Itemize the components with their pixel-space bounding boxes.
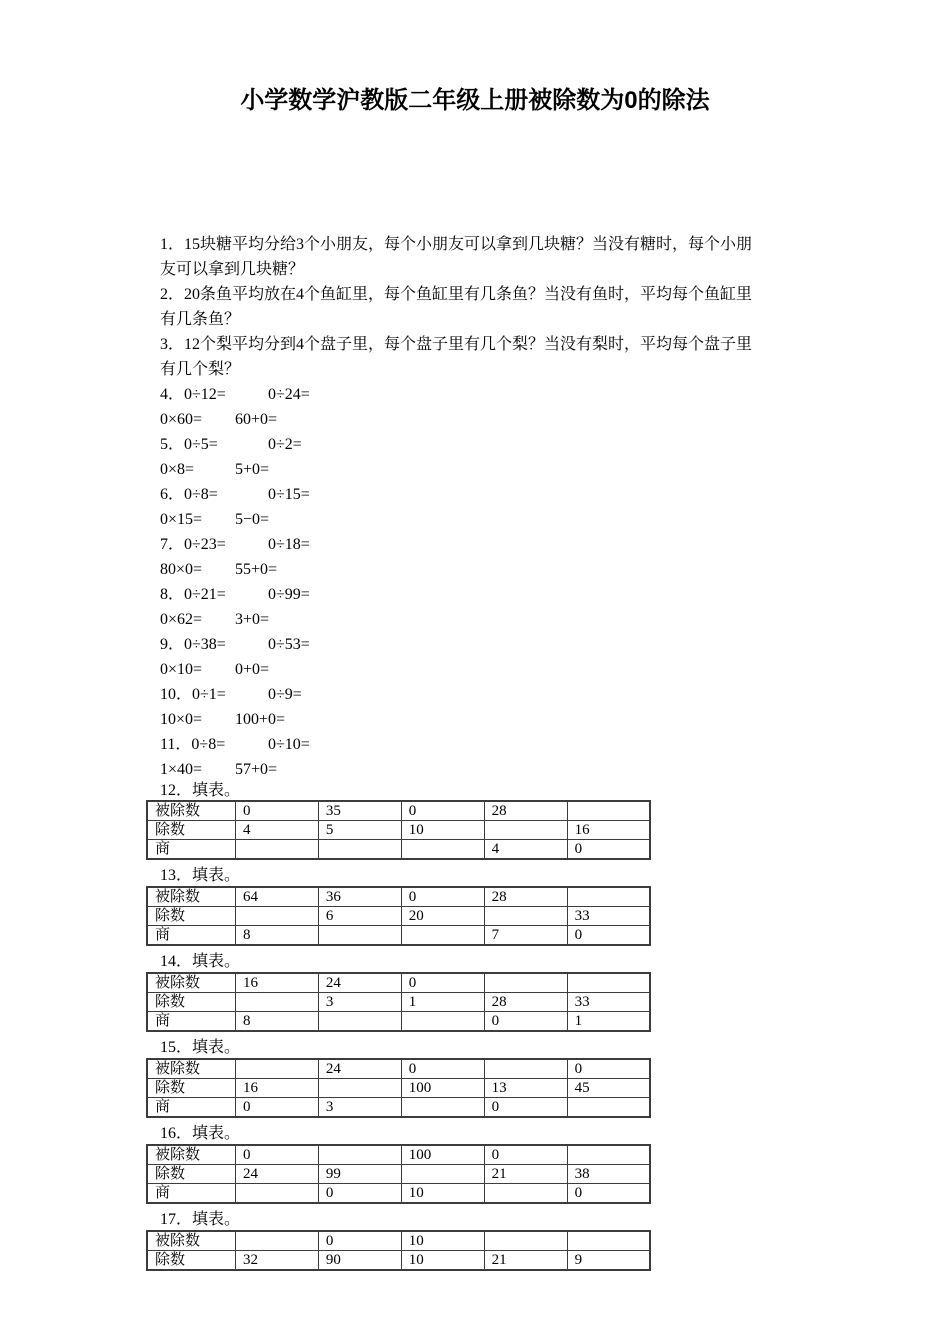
worksheet-line [160,607,850,632]
value-cell: 4 [236,821,319,840]
worksheet-line [160,657,850,682]
value-cell: 10 [401,1251,484,1271]
table-row [147,926,650,946]
line-text: 0×10= [160,661,203,678]
line-text: 10．0÷1= [160,686,226,703]
table-row [147,1251,650,1271]
worksheet-line [160,432,850,457]
value-cell: 28 [484,887,567,907]
value-cell [401,1012,484,1032]
line-text: 0×62= [160,611,203,628]
line-text-2: 5−0= [235,511,270,528]
value-cell [567,887,650,907]
value-cell: 0 [567,926,650,946]
value-cell: 10 [401,1231,484,1251]
value-cell: 16 [236,973,319,993]
value-cell: 0 [567,1184,650,1204]
value-cell [484,907,567,926]
row-label-cell: 商 [147,1098,236,1118]
value-cell: 9 [567,1251,650,1271]
line-text: 5．0÷5= [160,436,218,453]
worksheet-line [160,707,850,732]
table-row [147,840,650,860]
line-text: 0×15= [160,511,203,528]
row-label-cell: 商 [147,1184,236,1204]
row-label-cell: 除数 [147,907,236,926]
value-cell: 0 [401,1059,484,1079]
value-cell: 32 [236,1251,319,1271]
value-cell: 3 [318,1098,401,1118]
table-row [147,1059,650,1079]
line-text-2: 0÷10= [268,736,310,753]
value-cell: 16 [567,821,650,840]
table-row [147,887,650,907]
value-cell [401,926,484,946]
fill-table-caption: 14．填表。 [160,953,241,970]
value-cell: 100 [401,1079,484,1098]
row-label-cell: 被除数 [147,801,236,821]
line-text: 11．0÷8= [160,736,226,753]
value-cell [236,1184,319,1204]
worksheet-line [160,257,850,282]
line-text: 有几个梨？ [160,361,241,378]
worksheet-line [160,482,850,507]
value-cell: 64 [236,887,319,907]
value-cell: 0 [567,840,650,860]
value-cell [318,840,401,860]
table-row [147,993,650,1012]
table-row [147,1165,650,1184]
fill-table [146,972,651,1032]
row-label-cell: 商 [147,1012,236,1032]
value-cell: 0 [567,1059,650,1079]
value-cell: 1 [401,993,484,1012]
table-row [147,1184,650,1204]
value-cell [401,1165,484,1184]
value-cell: 0 [484,1145,567,1165]
value-cell: 33 [567,907,650,926]
value-cell: 0 [236,801,319,821]
fill-table [146,1058,651,1118]
table-row [147,1231,650,1251]
value-cell [318,1079,401,1098]
value-cell: 21 [484,1165,567,1184]
value-cell: 100 [401,1145,484,1165]
value-cell: 28 [484,801,567,821]
value-cell: 38 [567,1165,650,1184]
worksheet-line [160,507,850,532]
line-text-2: 0+0= [235,661,270,678]
fill-table-caption: 12．填表。 [160,782,241,799]
value-cell: 3 [318,993,401,1012]
value-cell: 21 [484,1251,567,1271]
value-cell: 10 [401,1184,484,1204]
value-cell [484,1184,567,1204]
table-row [147,801,650,821]
value-cell [567,801,650,821]
value-cell: 24 [318,973,401,993]
line-text: 0×8= [160,461,195,478]
line-text: 友可以拿到几块糖？ [160,261,305,278]
value-cell: 1 [567,1012,650,1032]
line-text: 3．12个梨平均分到4个盘子里，每个盘子里有几个梨？当没有梨时，平均每个盘子里 [160,336,753,353]
value-cell [484,973,567,993]
table-row [147,973,650,993]
value-cell [236,1231,319,1251]
line-text-2: 0÷15= [268,486,310,503]
value-cell [567,1231,650,1251]
worksheet-line [160,632,850,657]
table-row [147,1098,650,1118]
line-text: 7．0÷23= [160,536,226,553]
value-cell [318,1145,401,1165]
value-cell [401,840,484,860]
value-cell: 36 [318,887,401,907]
fill-table-sections [146,782,651,1271]
value-cell [567,973,650,993]
line-text-2: 0÷18= [268,536,310,553]
value-cell: 33 [567,993,650,1012]
worksheet-line [160,282,850,307]
worksheet-line [160,682,850,707]
value-cell [484,821,567,840]
value-cell [236,907,319,926]
line-text: 9．0÷38= [160,636,226,653]
value-cell: 20 [401,907,484,926]
line-text-2: 57+0= [235,761,278,778]
line-text: 0×60= [160,411,203,428]
table-row [147,1145,650,1165]
fill-table [146,1230,651,1271]
value-cell: 0 [401,973,484,993]
row-label-cell: 被除数 [147,1231,236,1251]
value-cell: 0 [401,887,484,907]
fill-table-caption: 15．填表。 [160,1039,241,1056]
value-cell [318,926,401,946]
worksheet-line [160,332,850,357]
line-text: 4．0÷12= [160,386,226,403]
worksheet-line [160,357,850,382]
line-text-2: 0÷24= [268,386,310,403]
worksheet-line [160,307,850,332]
row-label-cell: 除数 [147,1165,236,1184]
value-cell: 16 [236,1079,319,1098]
worksheet-line [160,582,850,607]
fill-table-caption: 17．填表。 [160,1211,241,1228]
value-cell: 0 [484,1012,567,1032]
row-label-cell: 除数 [147,1079,236,1098]
value-cell: 0 [236,1145,319,1165]
line-text: 6．0÷8= [160,486,218,503]
fill-table [146,886,651,946]
worksheet-line [160,557,850,582]
problem-lines [160,232,850,782]
worksheet-line [160,407,850,432]
line-text-2: 60+0= [235,411,278,428]
worksheet-line [160,532,850,557]
table-row [147,821,650,840]
value-cell [236,840,319,860]
value-cell: 0 [318,1231,401,1251]
line-text: 1×40= [160,761,203,778]
line-text: 2．20条鱼平均放在4个鱼缸里，每个鱼缸里有几条鱼？当没有鱼时，平均每个鱼缸里 [160,286,753,303]
value-cell: 10 [401,821,484,840]
fill-table-caption: 16．填表。 [160,1125,241,1142]
fill-table [146,1144,651,1204]
value-cell [567,1098,650,1118]
line-text: 有几条鱼？ [160,311,241,328]
worksheet-line [160,757,850,782]
line-text-2: 0÷9= [268,686,302,703]
value-cell [318,1012,401,1032]
value-cell: 28 [484,993,567,1012]
worksheet-line [160,732,850,757]
table-row [147,1079,650,1098]
value-cell [236,993,319,1012]
value-cell [401,1098,484,1118]
value-cell: 13 [484,1079,567,1098]
line-text: 10×0= [160,711,203,728]
row-label-cell: 除数 [147,1251,236,1271]
row-label-cell: 被除数 [147,1059,236,1079]
line-text: 1．15块糖平均分给3个小朋友，每个小朋友可以拿到几块糖？当没有糖时，每个小朋 [160,236,753,253]
value-cell: 24 [318,1059,401,1079]
value-cell: 7 [484,926,567,946]
value-cell: 99 [318,1165,401,1184]
row-label-cell: 除数 [147,993,236,1012]
worksheet-line [160,382,850,407]
row-label-cell: 商 [147,840,236,860]
value-cell: 4 [484,840,567,860]
value-cell [484,1231,567,1251]
value-cell: 24 [236,1165,319,1184]
row-label-cell: 被除数 [147,973,236,993]
line-text: 80×0= [160,561,203,578]
line-text-2: 0÷99= [268,586,310,603]
value-cell [567,1145,650,1165]
row-label-cell: 被除数 [147,1145,236,1165]
value-cell: 6 [318,907,401,926]
worksheet-title: 小学数学沪教版二年级上册被除数为0的除法 [240,87,710,114]
value-cell: 0 [236,1098,319,1118]
table-row [147,1012,650,1032]
line-text-2: 100+0= [235,711,286,728]
worksheet-line [160,232,850,257]
value-cell: 45 [567,1079,650,1098]
value-cell: 8 [236,926,319,946]
line-text-2: 3+0= [235,611,270,628]
value-cell: 5 [318,821,401,840]
value-cell: 0 [484,1098,567,1118]
value-cell: 0 [401,801,484,821]
value-cell [484,1059,567,1079]
value-cell: 0 [318,1184,401,1204]
row-label-cell: 被除数 [147,887,236,907]
value-cell: 8 [236,1012,319,1032]
worksheet-line [160,457,850,482]
row-label-cell: 除数 [147,821,236,840]
value-cell [236,1059,319,1079]
line-text-2: 55+0= [235,561,278,578]
line-text-2: 0÷53= [268,636,310,653]
fill-table-caption: 13．填表。 [160,867,241,884]
line-text: 8．0÷21= [160,586,226,603]
line-text-2: 5+0= [235,461,270,478]
value-cell: 35 [318,801,401,821]
fill-table [146,800,651,860]
value-cell: 90 [318,1251,401,1271]
table-row [147,907,650,926]
line-text-2: 0÷2= [268,436,302,453]
row-label-cell: 商 [147,926,236,946]
